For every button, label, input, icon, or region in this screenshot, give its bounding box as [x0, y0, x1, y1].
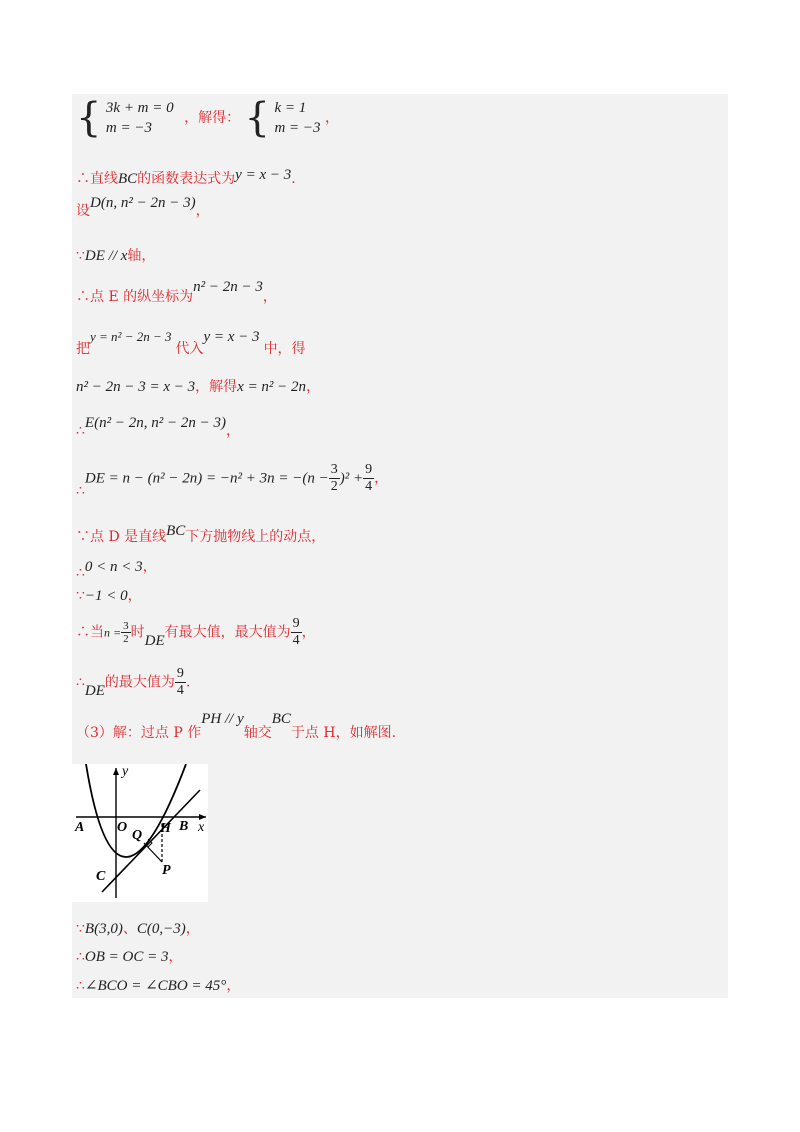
system-2: [274, 98, 320, 138]
text: ，: [306, 379, 321, 395]
math-coefficient: −1 < 0: [84, 588, 128, 604]
text: ∵点 D 是直线: [76, 529, 167, 545]
text: ∵: [76, 588, 85, 604]
math-c: C(0,−3): [136, 921, 186, 937]
text: 时: [130, 624, 145, 641]
bc-expression-line: [76, 168, 296, 188]
label-a: A: [75, 820, 85, 835]
text: .: [185, 674, 191, 691]
text: ∵: [76, 921, 85, 937]
math-ordinate: n² − 2n − 3: [193, 279, 263, 295]
system-1-row-1: 3k + m = 0: [105, 100, 174, 116]
text: 有最大值，最大值为: [164, 624, 291, 641]
text: 的函数表达式为: [137, 171, 236, 187]
text: ∴直线: [76, 171, 118, 187]
line-end: ，: [324, 110, 339, 126]
text: 的最大值为: [104, 674, 175, 691]
ob-oc-line: [76, 946, 183, 966]
frac-num: 9: [292, 616, 300, 631]
e-ordinate-line: [76, 279, 277, 306]
math-solution: x = n² − 2n: [237, 379, 307, 395]
label-q: Q: [132, 828, 143, 843]
text: ，: [374, 470, 389, 487]
label-o: O: [117, 820, 128, 835]
frac-den: 4: [365, 479, 373, 494]
system-2-row-1: k = 1: [274, 100, 307, 116]
de-parallel-line: [76, 245, 155, 265]
label-x: x: [198, 820, 205, 835]
fraction-9-4: [291, 616, 302, 649]
n-range-line: [76, 556, 157, 581]
parabola-diagram: [72, 764, 208, 902]
text: 轴，: [127, 248, 156, 264]
frac-num: 9: [365, 462, 373, 477]
frac-num: 9: [176, 666, 184, 681]
math-bc: BC: [166, 523, 186, 539]
math-ph: PH // y: [201, 711, 244, 727]
fraction-9-4: [175, 666, 186, 699]
fraction-9-4: [363, 462, 374, 495]
frac-den: 4: [292, 633, 300, 648]
math-bc: BC: [118, 171, 138, 187]
math-expr: y = x − 3: [235, 167, 292, 183]
label-h: H: [160, 821, 171, 836]
text: ∴: [76, 565, 85, 581]
y-arrow-icon: [113, 768, 119, 775]
b-c-points-line: [76, 918, 200, 938]
math-tail: )² +: [339, 470, 364, 487]
text: ，: [225, 423, 240, 439]
text: ，: [301, 624, 316, 641]
frac-num: 3: [330, 462, 338, 477]
substitute-line: [76, 329, 306, 358]
coefficient-line: [76, 585, 142, 605]
label-b: B: [179, 819, 189, 834]
left-brace: {: [76, 95, 102, 141]
math-n: n =: [104, 625, 122, 640]
math-ob-oc: OB = OC = 3: [84, 949, 169, 965]
text: 中，得: [263, 341, 306, 357]
text: 、: [122, 921, 137, 937]
label-p: P: [162, 863, 171, 878]
text: ∴: [76, 423, 85, 439]
math-equation: n² − 2n − 3 = x − 3: [76, 379, 196, 395]
text: ，: [127, 588, 142, 604]
math-e-point: E(n² − 2n, n² − 2n − 3): [84, 415, 226, 431]
de-max-line: [76, 666, 190, 699]
math-bc: BC: [271, 711, 291, 727]
fraction-3-2: [121, 620, 131, 645]
solve-text: ，解得：: [184, 110, 241, 126]
math-d-point: D(n, n² − 2n − 3): [90, 195, 196, 211]
math-de: DE: [84, 682, 105, 699]
frac-den: 2: [123, 633, 129, 645]
text: ，: [262, 289, 277, 305]
text: ，: [226, 978, 241, 994]
frac-den: 4: [176, 683, 184, 698]
angle-line: [76, 975, 240, 995]
math-de-parallel: DE // x: [84, 248, 128, 264]
text: 把: [76, 341, 90, 357]
part-3-line: [76, 711, 397, 742]
text: 下方抛物线上的动点，: [185, 529, 326, 545]
left-brace-2: {: [244, 95, 270, 141]
label-y: y: [122, 764, 129, 779]
set-d-line: [76, 195, 210, 220]
text: ，: [168, 949, 183, 965]
frac-den: 2: [330, 479, 338, 494]
parabola-figure: [72, 764, 208, 902]
math-angle: ∠BCO = ∠CBO = 45°: [84, 978, 227, 994]
math-de-expr: DE = n − (n² − 2n) = −n² + 3n = −(n −: [84, 470, 329, 487]
parabola-curve: [86, 764, 189, 857]
text: 轴交: [243, 725, 272, 741]
e-point-line: [76, 412, 240, 439]
text: ∴: [76, 949, 85, 965]
max-value-line: [76, 616, 316, 649]
system-2-row-2: m = −3: [274, 120, 321, 136]
equation-systems-line: [76, 95, 339, 141]
label-c: C: [96, 869, 106, 884]
frac-num: 3: [123, 620, 129, 632]
text: ∴: [76, 482, 85, 499]
text: ，: [142, 559, 157, 575]
math-expr-2: y = x − 3: [203, 329, 260, 345]
text: .: [291, 171, 296, 187]
text: ，解得: [195, 379, 238, 395]
math-b: B(3,0): [84, 921, 123, 937]
text: ∵: [76, 248, 85, 264]
text: 于点 H，如解图.: [290, 725, 397, 741]
fraction-3-2: [329, 462, 340, 495]
text: ∴点 E 的纵坐标为: [76, 289, 194, 305]
math-expr-1: y = n² − 2n − 3: [90, 329, 172, 344]
text: ∴当: [76, 624, 104, 641]
system-1-row-2: m = −3: [105, 120, 152, 136]
text: 代入: [175, 341, 204, 357]
solve-x-line: [76, 376, 320, 396]
text: ∴: [76, 674, 85, 691]
text: 设: [76, 203, 90, 219]
d-moving-point-line: [76, 523, 326, 546]
de-expression-line: [76, 462, 389, 499]
text: （3）解：过点 P 作: [76, 725, 202, 741]
text: ∴: [76, 978, 85, 994]
text: ，: [195, 203, 210, 219]
math-range: 0 < n < 3: [84, 559, 143, 575]
system-1: [106, 98, 174, 138]
pq-segment: [144, 843, 162, 862]
math-de: DE: [144, 632, 165, 649]
text: ，: [185, 921, 200, 937]
